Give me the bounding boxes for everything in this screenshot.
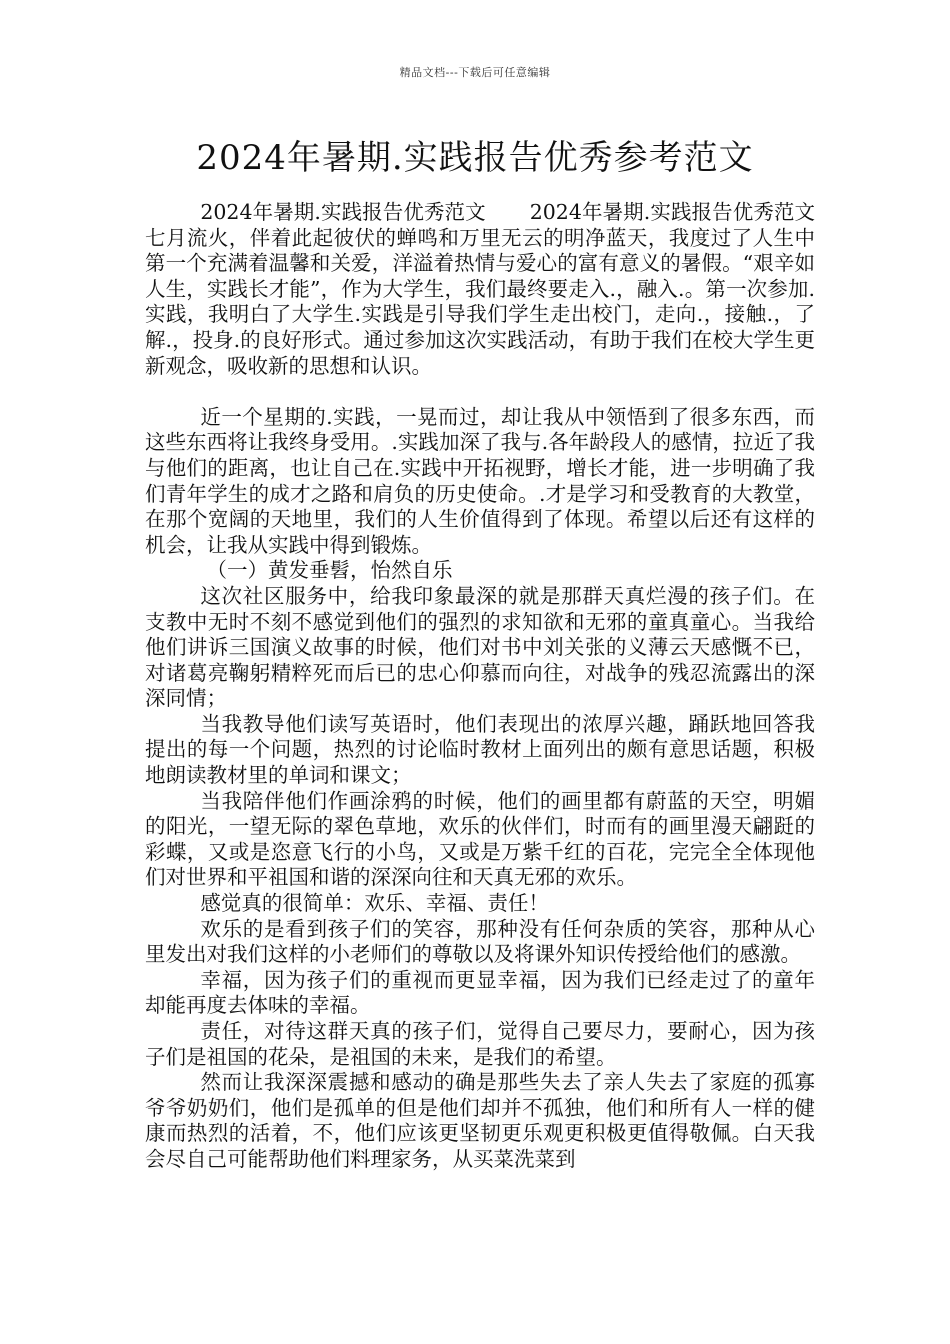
intro-paragraph [145,200,815,379]
paragraph-1: 近一个星期的.实践，一晃而过，却让我从中领悟到了很多东西，而这些东西将让我终身受用。.实践加深了我与.各年龄段人的感情，拉近了我与他们的距离，也让自己在.实践中开拓视野，增长才能，进一步明确了我们青年学生的成才之路和肩负的历史使命。.才是学习和受教育的大教堂，在那个宽阔的天地里，我们的人生价值得到了体现。希望以后还有这样的机会，让我从实践中得到锻炼。 [145,404,815,557]
paragraph-2: 这次社区服务中，给我印象最深的就是那群天真烂漫的孩子们。在支教中无时不刻不感觉到他们的强烈的求知欲和无邪的童真童心。当我给他们讲诉三国演义故事的时候，他们对书中刘关张的义薄云天感慨不已，对诸葛亮鞠躬精粹死而后已的忠心仰慕而向往，对战争的残忍流露出的深深同情； [145,583,815,711]
paragraph-9: 然而让我深深震撼和感动的确是那些失去了亲人失去了家庭的孤寡爷爷奶奶们，他们是孤单的但是他们却并不孤独，他们和所有人一样的健康而热烈的活着，不，他们应该更坚韧更乐观更积极更值得敬佩。白天我会尽自己可能帮助他们料理家务，从买菜洗菜到 [145,1070,815,1171]
intro-lead-title: 2024年暑期.实践报告优秀范文 [200,200,486,224]
paragraph-8: 责任，对待这群天真的孩子们，觉得自己要尽力，要耐心，因为孩子们是祖国的花朵，是祖国的未来，是我们的希望。 [145,1019,815,1069]
document-body [145,200,815,1173]
section-heading-1: （一）黄发垂髫，怡然自乐 [206,558,453,583]
paragraph-5: 感觉真的很简单：欢乐、幸福、责任！ [200,891,549,916]
paragraph-4: 当我陪伴他们作画涂鸦的时候，他们的画里都有蔚蓝的天空，明媚的阳光，一望无际的翠色草地，欢乐的伙伴们，时而有的画里漫天翩跹的彩蝶，又或是恣意飞行的小鸟，又或是万紫千红的百花，完完全全体现他们对世界和平祖国和谐的深深向往和天真无邪的欢乐。 [145,788,815,890]
document-title: 2024年暑期.实践报告优秀参考范文 [196,138,754,178]
paragraph-7: 幸福，因为孩子们的重视而更显幸福，因为我们已经走过了的童年却能再度去体味的幸福。 [145,967,815,1018]
paragraph-6: 欢乐的是看到孩子们的笑容，那种没有任何杂质的笑容，那种从心里发出对我们这样的小老师们的尊敬以及将课外知识传授给他们的感激。 [145,916,815,967]
intro-text: 2024年暑期.实践报告优秀范文七月流火，伴着此起彼伏的蝉鸣和万里无云的明净蓝天，我度过了人生中第一个充满着温馨和关爱，洋溢着热情与爱心的富有意义的暑假。“艰辛如人生，实践长才能”，作为大学生，我们最终要走入.，融入.。第一次参加.实践，我明白了大学生.实践是引导我们学生走出校门，走向.，接触.，了解.，投身.的良好形式。通过参加这次实践活动，有助于我们在校大学生更新观念，吸收新的思想和认识。 [145,200,816,378]
page-header: 精品文档---下载后可任意编辑 [399,66,551,79]
paragraph-3: 当我教导他们读写英语时，他们表现出的浓厚兴趣，踊跃地回答我提出的每一个问题，热烈的讨论临时教材上面列出的颇有意思话题，积极地朗读教材里的单词和课文； [145,711,815,788]
